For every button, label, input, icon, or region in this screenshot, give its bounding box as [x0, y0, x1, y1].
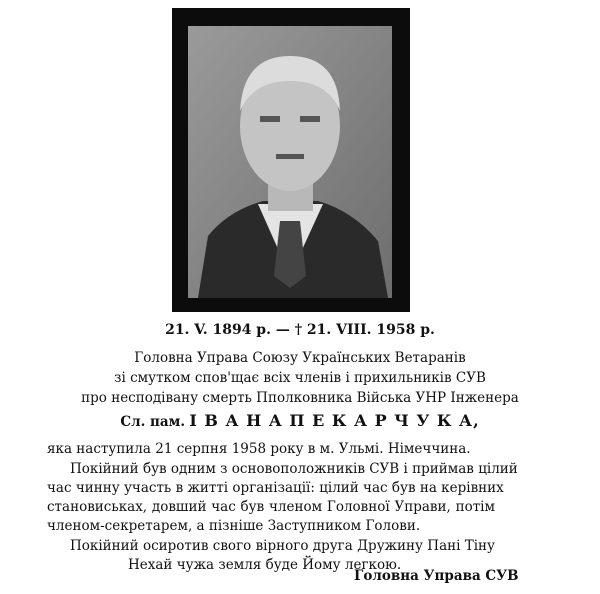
body-line: Покійний осиротив свого вірного друга Дружину Пані Тіну: [70, 538, 495, 554]
body-line: Нехай чужа земля буде Йому легкою.: [128, 557, 402, 573]
body-line: членом-секретарем, а пізніше Заступником Голови.: [47, 518, 421, 534]
life-dates: 21. V. 1894 р. — † 21. VIII. 1958 р.: [165, 322, 435, 338]
intro-line: зі смутком спов'щає всіх членів і прихильників СУВ: [114, 370, 486, 386]
body-line: яка наступила 21 серпня 1958 року в м. Ульмі. Німеччина.: [47, 441, 471, 457]
body-line: Покійний був одним з основоположників СУВ і приймав цілий: [70, 461, 518, 477]
name: І В А Н А П Е К А Р Ч У К А,: [189, 411, 480, 430]
body-line: час чинну участь в житті організації: цілий час був на керівних: [47, 480, 504, 496]
body-line: становиськах, довший час був членом Головної Управи, потім: [47, 499, 495, 515]
intro-line: про несподівану смерть Пполковника Війська УНР Інженера: [81, 390, 519, 406]
deceased-name: [0, 412, 600, 431]
portrait-photo: [188, 26, 392, 298]
photo-frame: [172, 8, 410, 312]
name-prefix: Сл. пам.: [120, 414, 186, 430]
intro-line: Головна Управа Союзу Українських Ветаранів: [134, 350, 466, 366]
signature: Головна Управа СУВ: [354, 568, 519, 584]
